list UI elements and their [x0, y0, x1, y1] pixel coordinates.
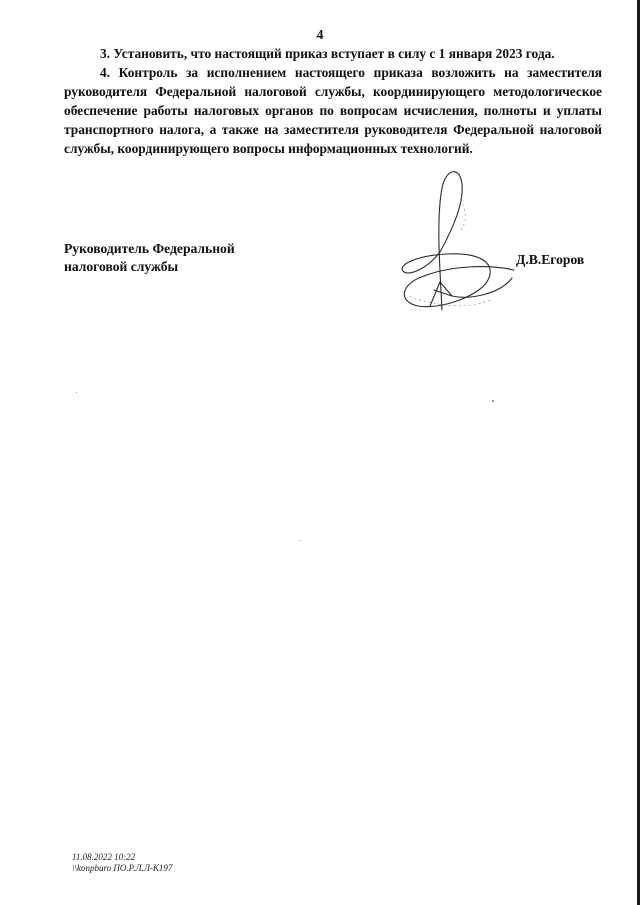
signer-title-line2: налоговой службы: [64, 259, 179, 274]
scan-speck: [76, 392, 77, 393]
signer-title: [64, 240, 235, 276]
paragraph-4: 4. Контроль за исполнением настоящего приказа возложить на заместителя руководителя Федеральной налоговой службы, координирующего методологическое обеспечение работы налоговых органов по вопросам исчисления, полноты и уплаты транспортного налога, а также на заместителя руководителя Федеральной налоговой службы, координирующего вопросы информационных технологий.: [64, 65, 602, 156]
document-footer: [72, 852, 172, 874]
page-number: 4: [316, 28, 324, 43]
scan-speck: [300, 540, 301, 541]
signer-title-line1: Руководитель Федеральной: [64, 241, 235, 256]
signer-name: Д.В.Егоров: [516, 252, 585, 267]
handwritten-signature: [390, 160, 530, 330]
footer-file-ref: \\konpburo ПО.Р.Л.Л-К197: [72, 863, 173, 873]
scan-speck: [492, 400, 494, 402]
document-body: [64, 44, 602, 158]
footer-timestamp: 11.08.2022 10:22: [72, 852, 136, 862]
paragraph-3: 3. Установить, что настоящий приказ вступает в силу с 1 января 2023 года.: [100, 46, 555, 61]
